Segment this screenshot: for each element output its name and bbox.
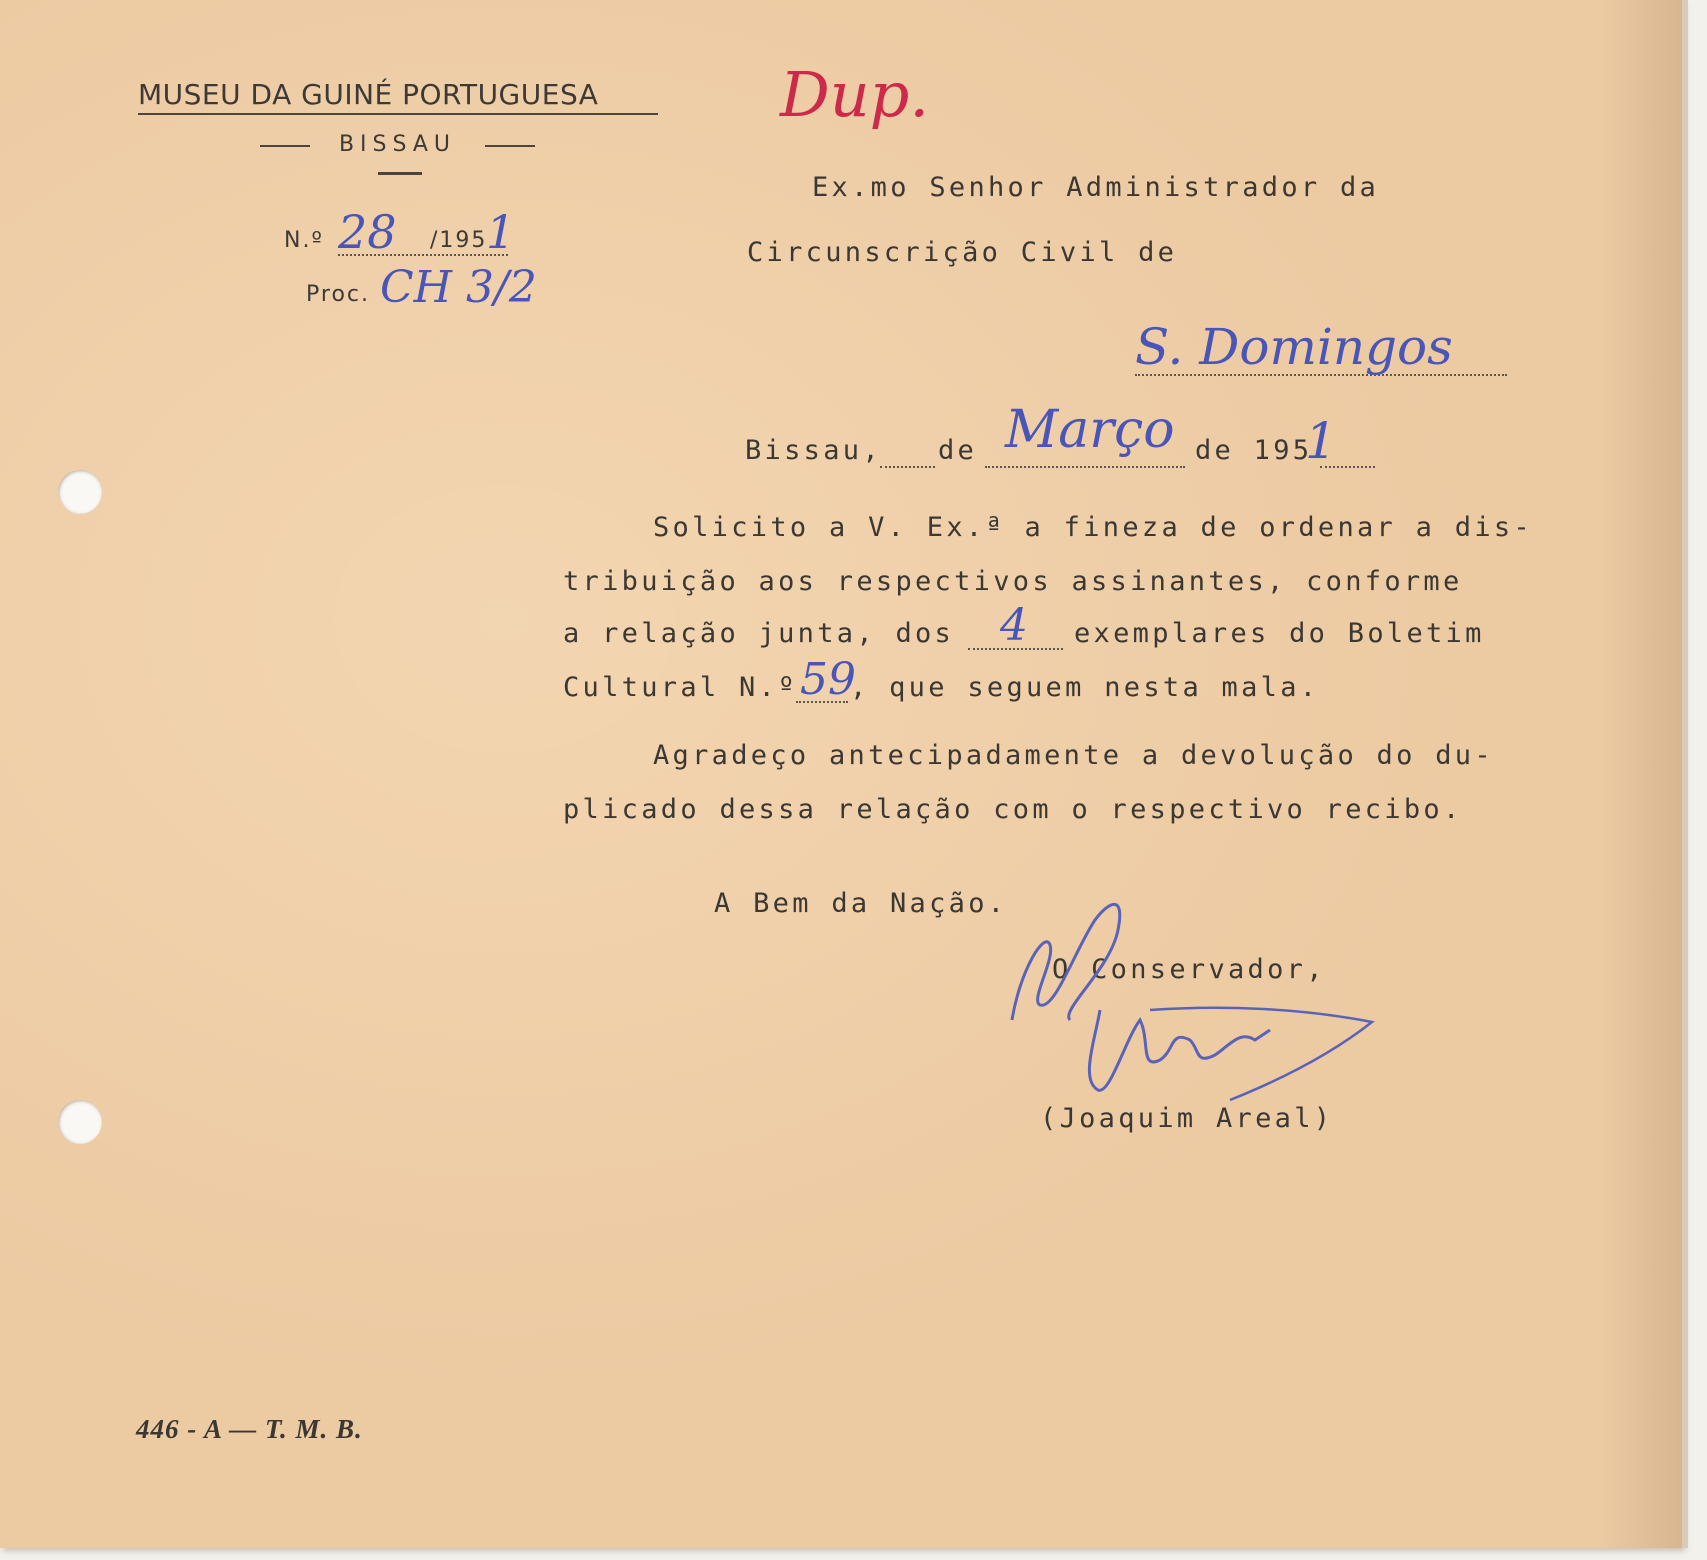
body-line-5: Agradeço antecipadamente a devolução do du-: [653, 740, 1494, 771]
page-edge: [1682, 0, 1688, 1548]
duplicate-stamp: Dup.: [780, 58, 930, 131]
date-year-dots: [1320, 466, 1375, 468]
number-handwritten: 28: [338, 205, 397, 259]
issue-handwritten: 59: [800, 654, 856, 705]
organization-name: MUSEU DA GUINÉ PORTUGUESA: [138, 78, 658, 115]
body-line-3a: a relação junta, dos: [563, 618, 955, 649]
year-handwritten: 1: [486, 205, 516, 259]
closing-salutation: A Bem da Nação.: [714, 888, 1008, 919]
body-line-4b: , que seguem nesta mala.: [850, 672, 1320, 703]
form-code: 446 - A — T. M. B.: [136, 1414, 363, 1444]
number-label: N.º: [284, 228, 324, 253]
body-line-2: tribuição aos respectivos assinantes, conforme: [563, 566, 1463, 597]
letterhead-city: BISSAU: [265, 132, 530, 157]
date-day-dots: [880, 466, 935, 468]
body-line-4a: Cultural N.º: [563, 672, 798, 703]
date-year-handwritten: 1: [1305, 412, 1337, 470]
proc-handwritten: CH 3/2: [380, 262, 537, 313]
letterhead-divider: [378, 172, 422, 175]
year-printed: /195: [430, 228, 488, 253]
date-month-dots: [985, 466, 1185, 468]
address-line-2: Circunscrição Civil de: [747, 237, 1178, 268]
handwritten-signature: [1000, 890, 1380, 1120]
punch-hole-bottom: [58, 1100, 102, 1144]
punch-hole-top: [58, 470, 102, 514]
signatory-title: O Conservador,: [1052, 954, 1326, 985]
body-line-6: plicado dessa relação com o respectivo recibo.: [563, 794, 1463, 825]
date-de-2: de 195: [1195, 435, 1313, 466]
signatory-name: (Joaquim Areal): [1040, 1103, 1334, 1134]
place-handwritten: S. Domingos: [1135, 318, 1453, 376]
proc-label: Proc.: [306, 282, 370, 307]
body-line-3b: exemplares do Boletim: [1074, 618, 1485, 649]
copies-handwritten: 4: [1000, 600, 1028, 651]
date-city: Bissau,: [745, 435, 882, 466]
date-de-1: de: [938, 435, 978, 466]
body-line-1: Solicito a V. Ex.ª a fineza de ordenar a dis-: [653, 512, 1533, 543]
month-handwritten: Março: [1005, 400, 1175, 460]
address-line-1: Ex.mo Senhor Administrador da: [812, 172, 1380, 203]
